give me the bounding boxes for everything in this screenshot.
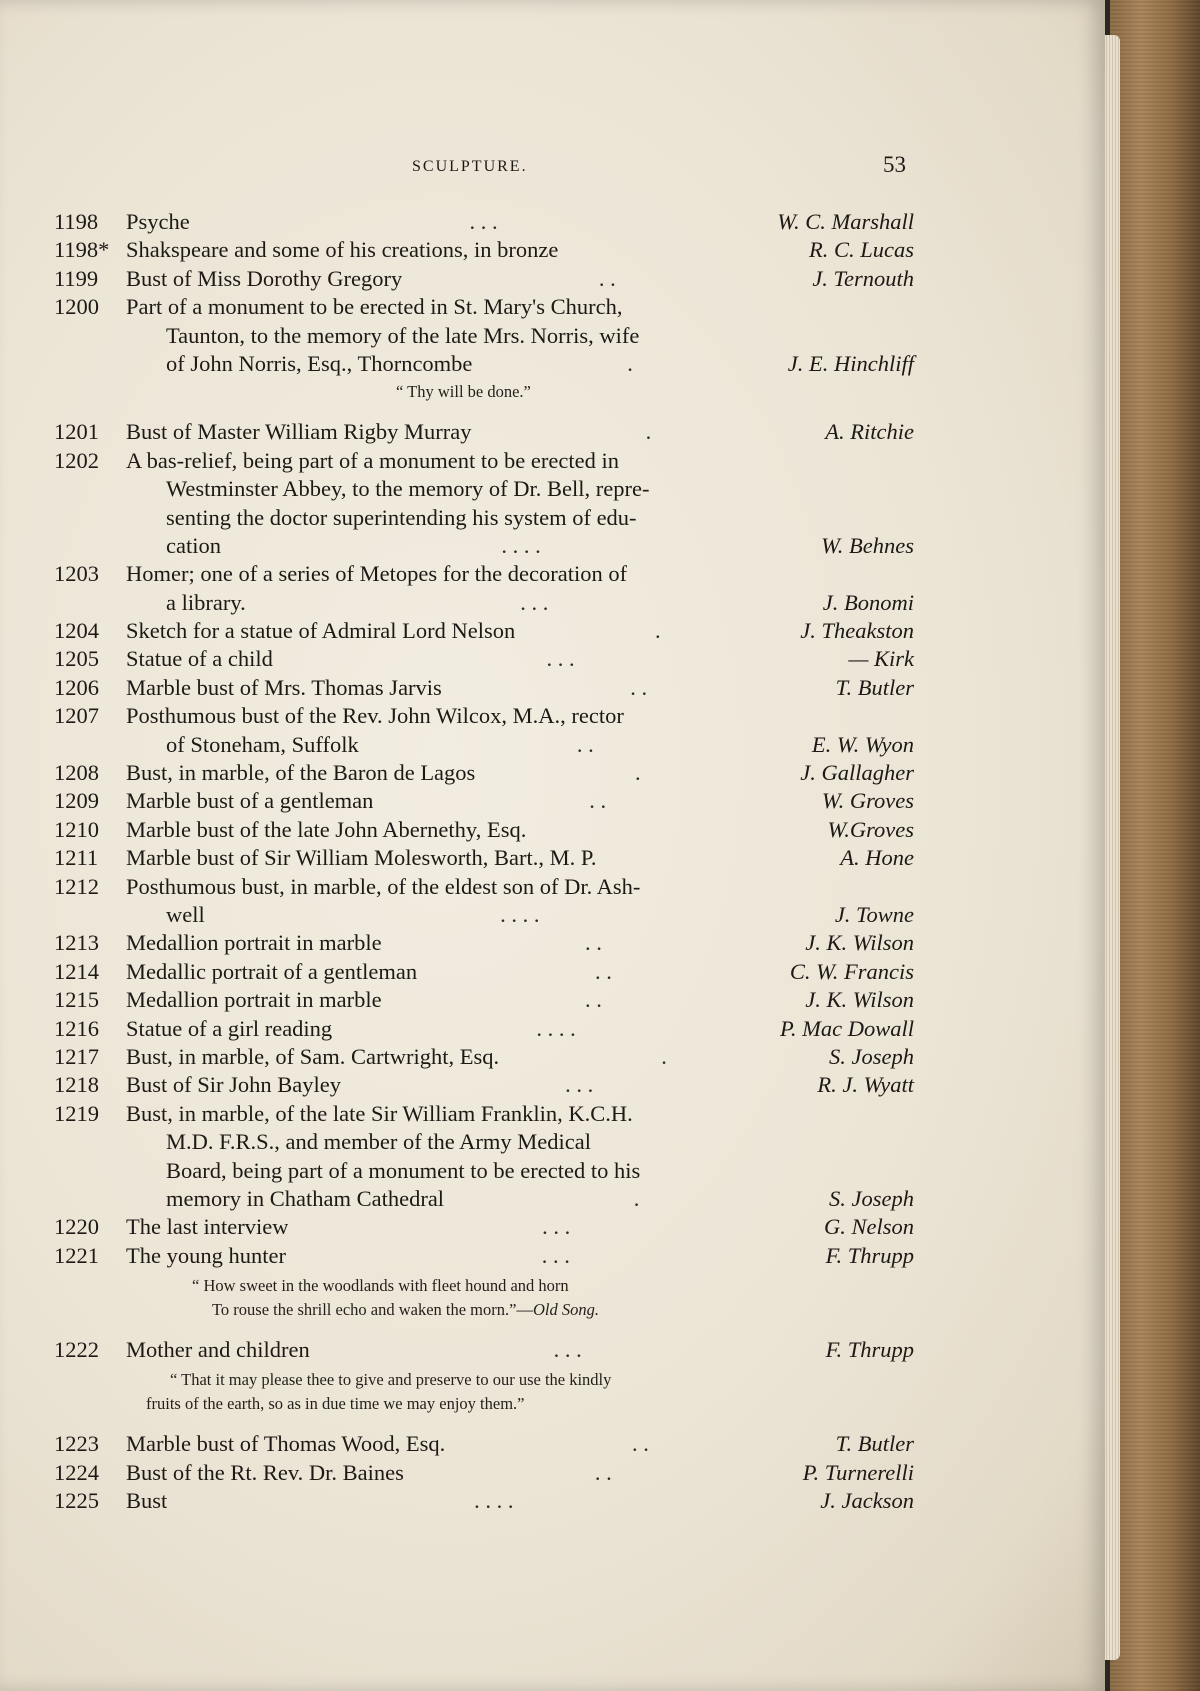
entry-number: 1217 bbox=[54, 1043, 99, 1069]
entry-quotation-line: “ How sweet in the woodlands with fleet hound and horn bbox=[192, 1276, 569, 1296]
catalogue-entries bbox=[54, 208, 914, 1516]
catalogue-entry bbox=[54, 787, 914, 815]
entry-continuation-line bbox=[54, 1157, 914, 1185]
artist-name: P. Turnerelli bbox=[802, 1459, 914, 1485]
entry-title-text: cation bbox=[166, 532, 221, 558]
entry-number: 1210 bbox=[54, 816, 99, 842]
entry-title-text: Board, being part of a monument to be erected to his bbox=[166, 1157, 641, 1183]
catalogue-entry bbox=[54, 617, 914, 645]
entry-first-line bbox=[54, 1430, 914, 1458]
entry-title-text: Bust of Master William Rigby Murray bbox=[126, 419, 472, 445]
entry-first-line bbox=[54, 873, 914, 901]
entry-first-line bbox=[54, 674, 914, 702]
entry-number: 1213 bbox=[54, 930, 99, 956]
entry-title-text: well bbox=[166, 901, 205, 927]
entry-first-line bbox=[54, 418, 914, 446]
entry-title-text: Posthumous bust, in marble, of the eldest son of Dr. Ash- bbox=[126, 873, 641, 899]
leader-dots: . . bbox=[584, 987, 602, 1013]
catalogue-entry bbox=[54, 844, 914, 872]
entry-title-text: Bust of Miss Dorothy Gregory bbox=[126, 265, 403, 291]
entry-number: 1219 bbox=[54, 1100, 99, 1126]
entry-number: 1205 bbox=[54, 646, 99, 672]
entry-quotation: “ Thy will be done.” bbox=[396, 382, 531, 402]
catalogue-entry bbox=[54, 418, 914, 446]
entry-first-line bbox=[54, 958, 914, 986]
catalogue-entry bbox=[54, 929, 914, 957]
entry-continuation-line bbox=[54, 1128, 914, 1156]
entry-title-text: Part of a monument to be erected in St. Mary's Church, bbox=[126, 294, 623, 320]
entry-quotation-line: To rouse the shrill echo and waken the morn.”—Old Song. bbox=[212, 1300, 599, 1320]
entry-title-text: Medallion portrait in marble bbox=[126, 987, 382, 1013]
entry-title-text: Bust, in marble, of Sam. Cartwright, Esq. bbox=[126, 1043, 500, 1069]
entry-title-text: Marble bust of a gentleman bbox=[126, 788, 374, 814]
catalogue-entry bbox=[54, 645, 914, 673]
entry-title-text: Homer; one of a series of Metopes for the decoration of bbox=[126, 561, 628, 587]
entry-number: 1221 bbox=[54, 1242, 99, 1268]
entry-continuation-line bbox=[54, 731, 914, 759]
leader-dots: . . . . bbox=[500, 901, 540, 927]
artist-name: F. Thrupp bbox=[825, 1242, 914, 1268]
entry-first-line bbox=[54, 1071, 914, 1099]
entry-first-line bbox=[54, 208, 914, 236]
entry-first-line bbox=[54, 447, 914, 475]
catalogue-entry bbox=[54, 1100, 914, 1214]
entry-title-text: The last interview bbox=[126, 1214, 289, 1240]
leader-dots: . bbox=[633, 1185, 640, 1211]
entry-title-text: Mother and children bbox=[126, 1337, 310, 1363]
artist-name: — Kirk bbox=[848, 646, 914, 672]
catalogue-entry bbox=[54, 1487, 914, 1515]
entry-title-text: Statue of a girl reading bbox=[126, 1015, 333, 1041]
catalogue-entry bbox=[54, 702, 914, 759]
page-number: 53 bbox=[883, 152, 906, 177]
catalogue-entry bbox=[54, 958, 914, 986]
artist-name: R. J. Wyatt bbox=[817, 1072, 914, 1098]
catalogue-entry bbox=[54, 759, 914, 787]
leader-dots: . . . bbox=[541, 1242, 570, 1268]
leader-dots: . bbox=[627, 350, 633, 376]
catalogue-entry bbox=[54, 1430, 914, 1458]
catalogue-entry bbox=[54, 1071, 914, 1099]
artist-name: C. W. Francis bbox=[789, 958, 914, 984]
artist-name: W. C. Marshall bbox=[777, 209, 914, 234]
entry-title-text: Shakspeare and some of his creations, in bronze bbox=[126, 237, 559, 263]
leader-dots: . . . . bbox=[501, 532, 541, 558]
artist-name: W.Groves bbox=[827, 816, 914, 842]
entry-title-text: M.D. F.R.S., and member of the Army Medical bbox=[166, 1129, 592, 1155]
catalogue-entry bbox=[54, 560, 914, 617]
entry-number: 1224 bbox=[54, 1459, 99, 1485]
leader-dots: . . . bbox=[542, 1214, 571, 1240]
catalogue-entry bbox=[54, 208, 914, 236]
entry-first-line bbox=[54, 816, 914, 844]
entry-first-line bbox=[54, 617, 914, 645]
leader-dots: . bbox=[645, 419, 652, 445]
entry-number: 1199 bbox=[54, 265, 99, 291]
artist-name: A. Hone bbox=[840, 845, 914, 871]
catalogue-entry bbox=[54, 1242, 914, 1322]
leader-dots: . . bbox=[595, 958, 612, 984]
entry-first-line bbox=[54, 293, 914, 321]
entry-number: 1212 bbox=[54, 873, 99, 899]
catalogue-entry bbox=[54, 1336, 914, 1416]
artist-name: E. W. Wyon bbox=[811, 731, 914, 757]
entry-title-text: Psyche bbox=[126, 209, 190, 234]
artist-name: J. Towne bbox=[834, 901, 914, 927]
entry-number: 1209 bbox=[54, 788, 99, 814]
leader-dots: . . bbox=[594, 1459, 612, 1485]
entry-title-text: Marble bust of Sir William Molesworth, Bart., M. P. bbox=[126, 845, 597, 871]
entry-first-line bbox=[54, 986, 914, 1014]
artist-name: J. E. Hinchliff bbox=[787, 350, 914, 376]
page-header bbox=[0, 152, 1105, 192]
entry-continuation-line bbox=[54, 532, 914, 560]
entry-title-text: Bust, in marble, of the late Sir William Franklin, K.C.H. bbox=[126, 1100, 633, 1126]
entry-first-line bbox=[54, 929, 914, 957]
running-title: SCULPTURE. bbox=[412, 158, 528, 175]
entry-title-text: of John Norris, Esq., Thorncombe bbox=[166, 350, 473, 376]
entry-number: 1211 bbox=[54, 845, 99, 871]
entry-number: 1201 bbox=[54, 419, 99, 445]
entry-title-text: Sketch for a statue of Admiral Lord Nelson bbox=[126, 618, 516, 644]
entry-title-text: A bas-relief, being part of a monument to be erected in bbox=[126, 447, 619, 473]
entry-title-text: of Stoneham, Suffolk bbox=[166, 731, 359, 757]
entry-first-line bbox=[54, 645, 914, 673]
entry-number: 1223 bbox=[54, 1431, 99, 1457]
leader-dots: . bbox=[654, 618, 661, 644]
catalogue-entry bbox=[54, 1015, 914, 1043]
leader-dots: . . bbox=[576, 731, 594, 757]
artist-name: J. K. Wilson bbox=[805, 930, 914, 956]
entry-number: 1218 bbox=[54, 1072, 99, 1098]
entry-number: 1200 bbox=[54, 294, 99, 320]
artist-name: T. Butler bbox=[835, 674, 914, 700]
leader-dots: . . . bbox=[469, 209, 498, 234]
leader-dots: . . . bbox=[553, 1337, 582, 1363]
entry-continuation-line bbox=[54, 350, 914, 378]
entry-title-text: Bust bbox=[126, 1488, 168, 1514]
entry-number: 1215 bbox=[54, 987, 99, 1013]
quotation-source: Old Song. bbox=[532, 1300, 599, 1320]
entry-title-text: Bust, in marble, of the Baron de Lagos bbox=[126, 760, 476, 786]
artist-name: F. Thrupp bbox=[825, 1337, 914, 1363]
entry-title-text: Marble bust of the late John Abernethy, Esq. bbox=[126, 816, 527, 842]
entry-continuation-line bbox=[54, 589, 914, 617]
catalogue-entry bbox=[54, 986, 914, 1014]
entry-continuation-line bbox=[54, 475, 914, 503]
artist-name: P. Mac Dowall bbox=[780, 1015, 914, 1041]
entry-number: 1222 bbox=[54, 1337, 99, 1363]
catalogue-entry bbox=[54, 1213, 914, 1241]
leader-dots: . bbox=[661, 1043, 667, 1069]
catalogue-entry bbox=[54, 236, 914, 264]
entry-first-line bbox=[54, 1015, 914, 1043]
entry-number: 1208 bbox=[54, 760, 99, 786]
leader-dots: . . . bbox=[546, 646, 575, 672]
entry-first-line bbox=[54, 759, 914, 787]
leader-dots: . . . . bbox=[474, 1488, 514, 1514]
catalogue-entry bbox=[54, 447, 914, 561]
artist-name: J. Jackson bbox=[820, 1488, 914, 1514]
entry-first-line bbox=[54, 787, 914, 815]
artist-name: G. Nelson bbox=[824, 1214, 914, 1240]
entry-title-text: a library. bbox=[166, 589, 246, 615]
entry-first-line bbox=[54, 1459, 914, 1487]
entry-first-line bbox=[54, 265, 914, 293]
entry-title-text: Westminster Abbey, to the memory of Dr. Bell, repre- bbox=[166, 476, 650, 502]
catalogue-entry bbox=[54, 816, 914, 844]
entry-title-text: Bust of Sir John Bayley bbox=[126, 1072, 342, 1098]
entry-quotation-line: “ That it may please thee to give and preserve to our use the kindly bbox=[170, 1370, 612, 1390]
artist-name: S. Joseph bbox=[829, 1043, 914, 1069]
entry-title-text: Marble bust of Thomas Wood, Esq. bbox=[126, 1431, 446, 1457]
catalogue-entry bbox=[54, 1043, 914, 1071]
entry-first-line bbox=[54, 1043, 914, 1071]
entry-number: 1214 bbox=[54, 958, 99, 984]
artist-name: A. Ritchie bbox=[825, 419, 914, 445]
leader-dots: . bbox=[634, 760, 641, 786]
leader-dots: . . . bbox=[565, 1072, 594, 1098]
entry-continuation-line bbox=[54, 901, 914, 929]
artist-name: S. Joseph bbox=[829, 1185, 914, 1211]
entry-continuation-line bbox=[54, 1185, 914, 1213]
leader-dots: . . bbox=[632, 1431, 649, 1457]
leader-dots: . . bbox=[584, 930, 602, 956]
entry-first-line bbox=[54, 1487, 914, 1515]
catalogue-entry bbox=[54, 293, 914, 404]
entry-title-text: Taunton, to the memory of the late Mrs. Norris, wife bbox=[166, 322, 640, 348]
artist-name: J. Bonomi bbox=[822, 589, 914, 615]
entry-first-line bbox=[54, 1100, 914, 1128]
entry-title-text: Medallion portrait in marble bbox=[126, 930, 382, 956]
entry-first-line bbox=[54, 560, 914, 588]
entry-number: 1207 bbox=[54, 703, 99, 729]
artist-name: J. Gallagher bbox=[800, 760, 914, 786]
leader-dots: . . bbox=[630, 674, 648, 700]
entry-title-text: memory in Chatham Cathedral bbox=[166, 1185, 445, 1211]
entry-continuation-line bbox=[54, 504, 914, 532]
entry-number: 1225 bbox=[54, 1488, 99, 1514]
catalogue-entry bbox=[54, 265, 914, 293]
leader-dots: . . . . bbox=[536, 1015, 576, 1041]
artist-name: J. Theakston bbox=[800, 618, 914, 644]
entry-number: 1198 bbox=[54, 209, 99, 234]
catalogue-entry bbox=[54, 873, 914, 930]
entry-first-line bbox=[54, 236, 914, 264]
entry-title-text: Statue of a child bbox=[126, 646, 273, 672]
artist-name: J. K. Wilson bbox=[805, 987, 914, 1013]
entry-first-line bbox=[54, 1336, 914, 1364]
entry-title-text: The young hunter bbox=[126, 1242, 286, 1268]
catalogue-entry bbox=[54, 674, 914, 702]
entry-quotation-line: fruits of the earth, so as in due time we may enjoy them.” bbox=[146, 1394, 525, 1414]
entry-number: 1204 bbox=[54, 618, 99, 644]
entry-first-line bbox=[54, 844, 914, 872]
entry-title-text: Marble bust of Mrs. Thomas Jarvis bbox=[126, 674, 442, 700]
book-cover-edge bbox=[1110, 0, 1200, 1691]
artist-name: J. Ternouth bbox=[812, 265, 914, 291]
entry-first-line bbox=[54, 1213, 914, 1241]
entry-number: 1220 bbox=[54, 1214, 99, 1240]
artist-name: T. Butler bbox=[835, 1431, 914, 1457]
entry-title-text: Bust of the Rt. Rev. Dr. Baines bbox=[126, 1459, 404, 1485]
entry-first-line bbox=[54, 702, 914, 730]
leader-dots: . . bbox=[598, 265, 616, 291]
artist-name: R. C. Lucas bbox=[808, 237, 914, 263]
artist-name: W. Behnes bbox=[821, 532, 914, 558]
entry-continuation-line bbox=[54, 322, 914, 350]
leader-dots: . . . bbox=[520, 589, 549, 615]
entry-title-text: senting the doctor superintending his system of edu- bbox=[166, 504, 637, 530]
entry-number: 1206 bbox=[54, 674, 99, 700]
entry-number: 1216 bbox=[54, 1015, 99, 1041]
artist-name: W. Groves bbox=[821, 788, 914, 814]
entry-first-line bbox=[54, 1242, 914, 1270]
entry-number: 1198* bbox=[54, 237, 110, 263]
catalogue-entry bbox=[54, 1459, 914, 1487]
leader-dots: . . bbox=[589, 788, 607, 814]
entry-title-text: Medallic portrait of a gentleman bbox=[126, 958, 418, 984]
entry-number: 1202 bbox=[54, 447, 99, 473]
entry-number: 1203 bbox=[54, 561, 99, 587]
entry-title-text: Posthumous bust of the Rev. John Wilcox, M.A., rector bbox=[126, 703, 624, 729]
